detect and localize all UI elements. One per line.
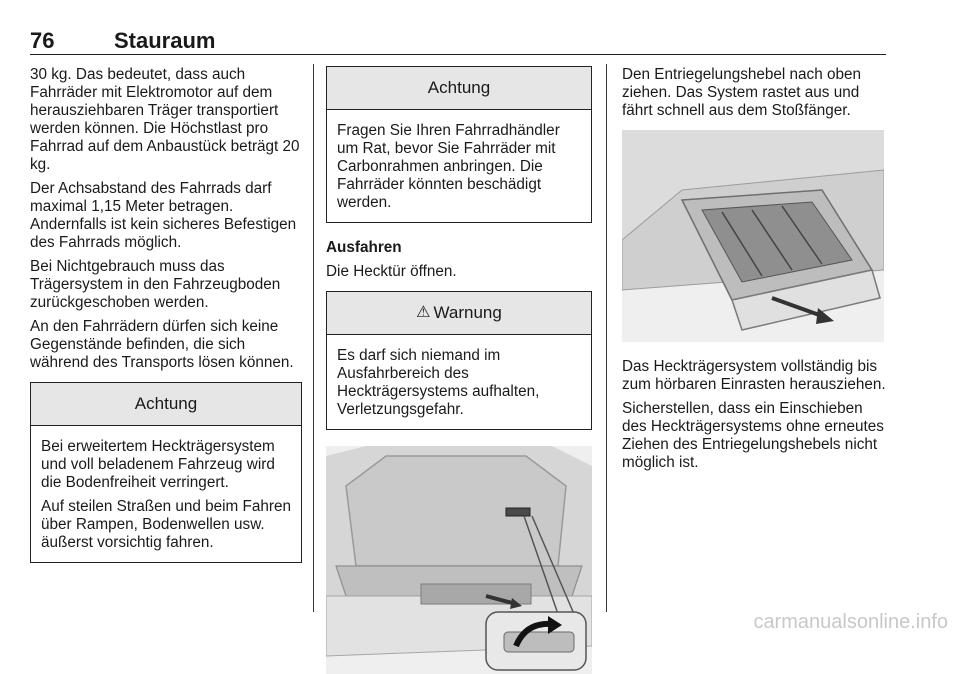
caution-text: Auf steilen Straßen und beim Fahren über Rampen, Bodenwellen usw. äußerst vorsichtig fahren. <box>41 498 291 551</box>
paragraph: Den Entriegelungshebel nach oben ziehen. Das System rastet aus und fährt schnell aus dem Stoßfänger. <box>622 66 861 119</box>
caution-title: Achtung <box>31 383 301 426</box>
paragraph: An den Fahrrädern dürfen sich keine Gegenstände befinden, die sich während des Transports lösen können. <box>30 318 294 371</box>
rear-bumper-svg <box>326 446 592 674</box>
column-divider-2 <box>606 64 607 612</box>
column-2 <box>326 66 592 674</box>
step-text: Die Hecktür öffnen. <box>326 263 457 280</box>
column-divider-1 <box>313 64 314 612</box>
caution-body <box>31 426 301 562</box>
paragraph: Der Achsabstand des Fahrrads darf maximal 1,15 Meter betragen. Andernfalls ist kein sicheres Befestigen des Fahrrads möglich. <box>30 180 297 251</box>
caution-text: Fragen Sie Ihren Fahrradhändler um Rat, bevor Sie Fahrräder mit Carbonrahmen anbringen. Die Fahrräder könnten beschädigt werden. <box>337 122 560 211</box>
caution-body <box>327 110 591 222</box>
page-number: 76 <box>30 28 55 53</box>
warning-box <box>326 291 592 430</box>
column-3 <box>622 66 888 478</box>
section-heading: Ausfahren <box>326 239 402 256</box>
column-1 <box>30 66 302 579</box>
header-rule <box>30 54 886 55</box>
warning-title <box>327 292 591 335</box>
caution-box <box>326 66 592 223</box>
watermark: carmanualsonline.info <box>753 611 948 633</box>
tailgate-release-lever-illustration <box>326 446 592 674</box>
bike-carrier-extending-illustration <box>622 130 884 342</box>
paragraph: Sicherstellen, dass ein Einschieben des Heckträgersystems ohne erneutes Ziehen des Entriegelungshebels nicht möglich ist. <box>622 400 884 471</box>
warning-text: Es darf sich niemand im Ausfahrbereich des Heckträgersystems aufhalten, Verletzungsgefahr. <box>337 347 540 418</box>
caution-title: Achtung <box>327 67 591 110</box>
carrier-svg <box>622 130 884 342</box>
warning-triangle-icon: ⚠ <box>416 304 431 321</box>
page-title: Stauraum <box>114 28 216 53</box>
paragraph: 30 kg. Das bedeutet, dass auch Fahrräder mit Elektromotor auf dem herausziehbaren Träger transportiert werden können. Die Höchstlast pro Fahrrad auf dem Anbaustück beträgt 20 kg. <box>30 66 300 173</box>
warning-label: Warnung <box>433 303 502 322</box>
warning-body <box>327 335 591 429</box>
page-header <box>30 28 886 52</box>
paragraph: Bei Nichtgebrauch muss das Trägersystem in den Fahrzeugboden zurückgeschoben werden. <box>30 258 281 311</box>
caution-box <box>30 382 302 563</box>
paragraph: Das Heckträgersystem vollständig bis zum hörbaren Einrasten herausziehen. <box>622 358 886 393</box>
caution-text: Bei erweitertem Heckträgersystem und voll beladenem Fahrzeug wird die Bodenfreiheit verringert. <box>41 438 275 491</box>
